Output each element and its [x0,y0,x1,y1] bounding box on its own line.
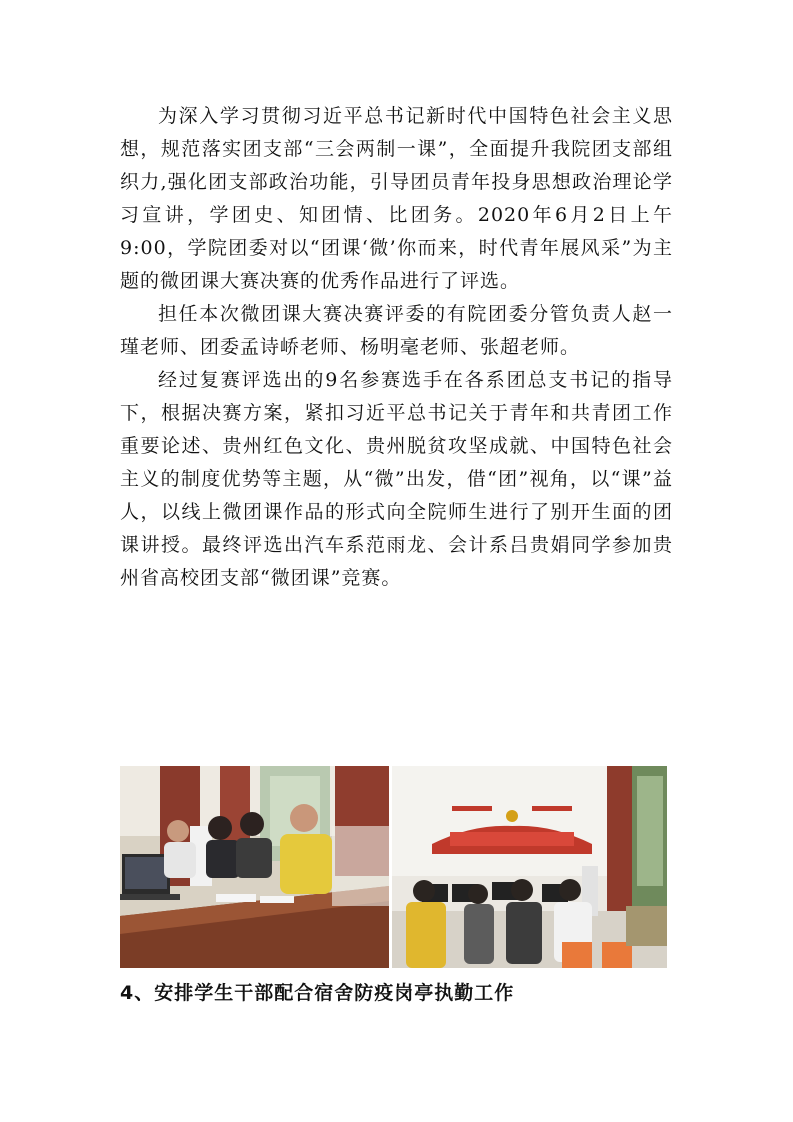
photo-students-at-computers [392,766,667,968]
paragraph-intro: 为深入学习贯彻习近平总书记新时代中国特色社会主义思想，规范落实团支部“三会两制一课”，全面提升我院团支部组织力,强化团支部政治功能，引导团员青年投身思想政治理论学习宣讲，学团史、知团情、比团务。2020年6月2日上午9:00，学院团委对以“团课‘微’你而来，时代青年展风采”为主题的微团课大赛决赛的优秀作品进行了评选。 [120,105,673,292]
paragraph-results: 经过复赛评选出的9名参赛选手在各系团总支书记的指导下，根据决赛方案，紧扣习近平总书记关于青年和共青团工作重要论述、贵州红色文化、贵州脱贫攻坚成就、中国特色社会主义的制度优势等主题，从“微”出发，借“团”视角，以“课”益人，以线上微团课作品的形式向全院师生进行了别开生面的团课讲授。最终评选出汽车系范雨龙、会计系吕贵娟同学参加贵州省高校团支部“微团课”竞赛。 [120,369,673,589]
paragraph-judges: 担任本次微团课大赛决赛评委的有院团委分管负责人赵一瑾老师、团委孟诗峤老师、杨明毫老师、张超老师。 [120,303,673,358]
section-heading: 4、安排学生干部配合宿舍防疫岗亭执勤工作 [120,982,515,1004]
photo-row [120,766,667,968]
body-text [120,100,673,595]
photo-judges-at-table [120,766,389,968]
